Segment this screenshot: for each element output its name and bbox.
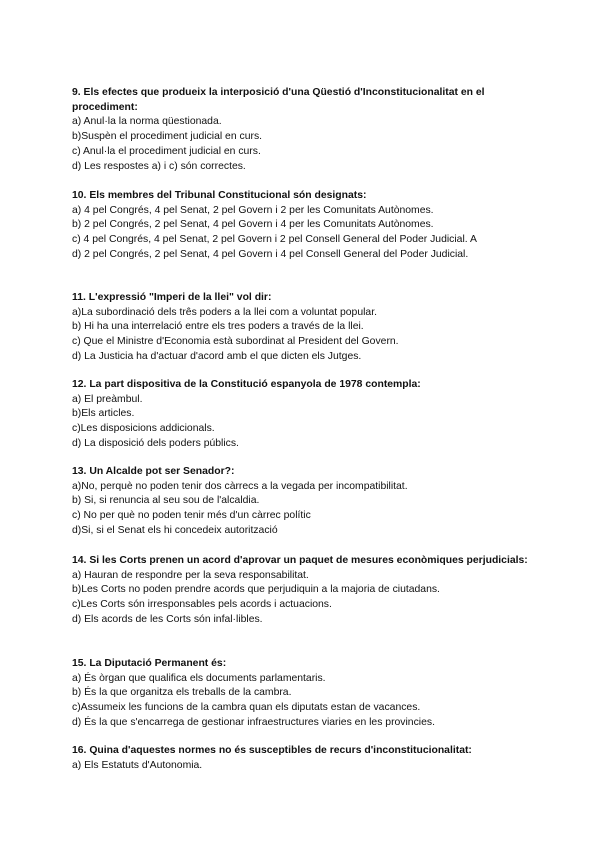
- question-title: 10. Els membres del Tribunal Constitucional són designats:: [72, 190, 367, 201]
- answer-option: a) El preàmbul.: [72, 393, 143, 405]
- answer-option: a) Els Estatuts d'Autonomia.: [72, 759, 203, 771]
- question-title: 11. L'expressió "Imperi de la llei" vol dir:: [72, 292, 272, 303]
- question-title: 14. Si les Corts prenen un acord d'aprovar un paquet de mesures econòmiques perjudicials:: [72, 555, 528, 566]
- answer-option: a) És òrgan que qualifica els documents parlamentaris.: [72, 672, 326, 684]
- answer-option: c)Les disposicions addicionals.: [72, 423, 215, 435]
- answer-option: c) Que el Ministre d'Economia està subordinat al President del Govern.: [72, 336, 399, 348]
- question-title: 9. Els efectes que produeix la interposició d'una Qüestió d'Inconstitucionalitat en el procediment:: [72, 87, 485, 113]
- answer-option: c) 4 pel Congrés, 4 pel Senat, 2 pel Govern i 2 pel Consell General del Poder Judicial. A: [72, 234, 477, 246]
- question-9: [72, 86, 532, 174]
- answer-option: d) La disposició dels poders públics.: [72, 437, 239, 449]
- question-15: [72, 657, 532, 731]
- answer-option: a)La subordinació dels três poders a la llei com a voluntat popular.: [72, 306, 377, 318]
- question-16: [72, 744, 532, 773]
- question-10: [72, 189, 532, 263]
- answer-option: c)Assumeix les funcions de la cambra quan els diputats estan de vacances.: [72, 702, 421, 714]
- answer-option: a) Anul·la la norma qüestionada.: [72, 116, 222, 128]
- question-11: [72, 291, 532, 365]
- answer-option: b)Suspèn el procediment judicial en curs.: [72, 131, 263, 143]
- question-14: [72, 554, 532, 628]
- answer-option: a)No, perquè no poden tenir dos càrrecs a la vegada per incompatibilitat.: [72, 480, 408, 492]
- answer-option: c) No per què no poden tenir més d'un càrrec polític: [72, 510, 311, 522]
- question-13: [72, 465, 532, 539]
- answer-option: d) 2 pel Congrés, 2 pel Senat, 4 pel Govern i 4 pel Consell General del Poder Judicial.: [72, 248, 469, 260]
- answer-option: d)Si, si el Senat els hi concedeix autorització: [72, 524, 278, 536]
- answer-option: c)Les Corts són irresponsables pels acords i actuacions.: [72, 599, 332, 611]
- answer-option: d) Les respostes a) i c) són correctes.: [72, 160, 246, 172]
- answer-option: b)Els articles.: [72, 408, 135, 420]
- answer-option: b) Hi ha una interrelació entre els tres poders a través de la llei.: [72, 321, 364, 333]
- question-title: 12. La part dispositiva de la Constitució espanyola de 1978 contempla:: [72, 379, 421, 390]
- answer-option: b) És la que organitza els treballs de la cambra.: [72, 687, 292, 699]
- answer-option: b) Si, si renuncia al seu sou de l'alcaldia.: [72, 495, 260, 507]
- question-title: 16. Quina d'aquestes normes no és susceptibles de recurs d'inconstitucionalitat:: [72, 745, 472, 756]
- question-title: 15. La Diputació Permanent és:: [72, 658, 227, 669]
- answer-option: d) És la que s'encarrega de gestionar infraestructures viaries en les provincies.: [72, 716, 435, 728]
- question-title: 13. Un Alcalde pot ser Senador?:: [72, 466, 235, 477]
- answer-option: d) Els acords de les Corts són infal·libles.: [72, 613, 263, 625]
- answer-option: b)Les Corts no poden prendre acords que perjudiquin a la majoria de ciutadans.: [72, 584, 440, 596]
- answer-option: b) 2 pel Congrés, 2 pel Senat, 4 pel Govern i 4 per les Comunitats Autònomes.: [72, 219, 434, 231]
- answer-option: a) 4 pel Congrés, 4 pel Senat, 2 pel Govern i 2 per les Comunitats Autònomes.: [72, 204, 434, 216]
- answer-option: d) La Justicia ha d'actuar d'acord amb el que dicten els Jutges.: [72, 350, 362, 362]
- question-12: [72, 378, 532, 452]
- answer-option: c) Anul·la el procediment judicial en curs.: [72, 145, 261, 157]
- answer-option: a) Hauran de respondre per la seva responsabilitat.: [72, 569, 309, 581]
